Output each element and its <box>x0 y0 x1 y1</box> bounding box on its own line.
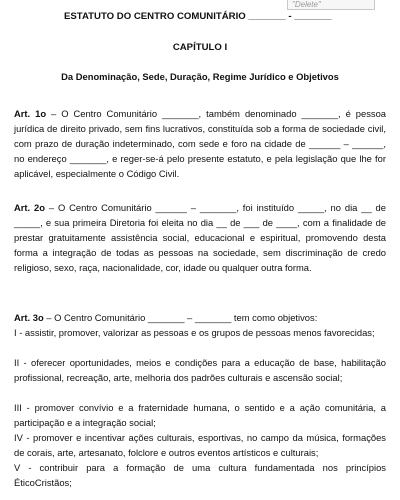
article-3-item-5: V - contribuir para a formação de uma cultura fundamentada nos princípios ÉticoCristãos; <box>14 462 386 488</box>
article-3-item-1: I - assistir, promover, valorizar as pessoas e os grupos de pessoas menos favorecidas; <box>14 327 375 338</box>
chapter-subtitle: Da Denominação, Sede, Duração, Regime Jurídico e Objetivos <box>61 71 339 82</box>
article-1-label: Art. 1o <box>14 108 47 119</box>
article-2 <box>14 200 386 275</box>
article-2-label: Art. 2o <box>14 202 45 213</box>
article-3-label: Art. 3o <box>14 312 44 323</box>
article-1-text: – O Centro Comunitário _______, também denominado _______, é pessoa jurídica de direito privado, sem fins lucrativos, constituída sob a forma de sociedade civil, com prazo de duração indeterminado, com sede e foro na cidade de ______ – ______, no endereço _______, e reger-se-á pelo presente estatuto, e pela legislação que lhe for aplicável, especialmente o Código Civil. <box>14 108 386 179</box>
document-title: ESTATUTO DO CENTRO COMUNITÁRIO _______ - _______ <box>64 11 332 22</box>
article-3-text: – O Centro Comunitário _______ – _______ tem como objetivos: <box>43 312 318 323</box>
article-3 <box>14 310 386 325</box>
article-2-text: – O Centro Comunitário ______ – _______, foi instituído _____, no dia __ de _____, e sua primeira Diretoria foi eleita no dia __ de ___ de ____, com a finalidade de prestar gratuitamente assistência social, educacional e espiritual, promovendo desta forma a integração de todas as pessoas na sociedade, sem discriminação de credo religioso, sexo, raça, nacionalidade, cor, idade ou qualquer outra forma. <box>14 202 386 273</box>
article-3-item-3: III - promover convívio e a fraternidade humana, o sentido e a ação comunitária, a participação e a integração social; <box>14 402 386 428</box>
article-3-item-2: II - oferecer oportunidades, meios e condições para a educação de base, habilitação profissional, recreação, arte, melhoria dos padrões culturais e ascensão social; <box>14 357 386 383</box>
chapter-heading: CAPÍTULO I <box>172 42 228 53</box>
article-3-item-4: IV - promover e incentivar ações culturais, esportivas, no campo da música, formações de corais, arte, artesanato, folclore e outros eventos artísticos e culturais; <box>14 432 386 458</box>
delete-watermark-tag: "Delete" <box>287 0 375 10</box>
article-1 <box>14 106 386 181</box>
